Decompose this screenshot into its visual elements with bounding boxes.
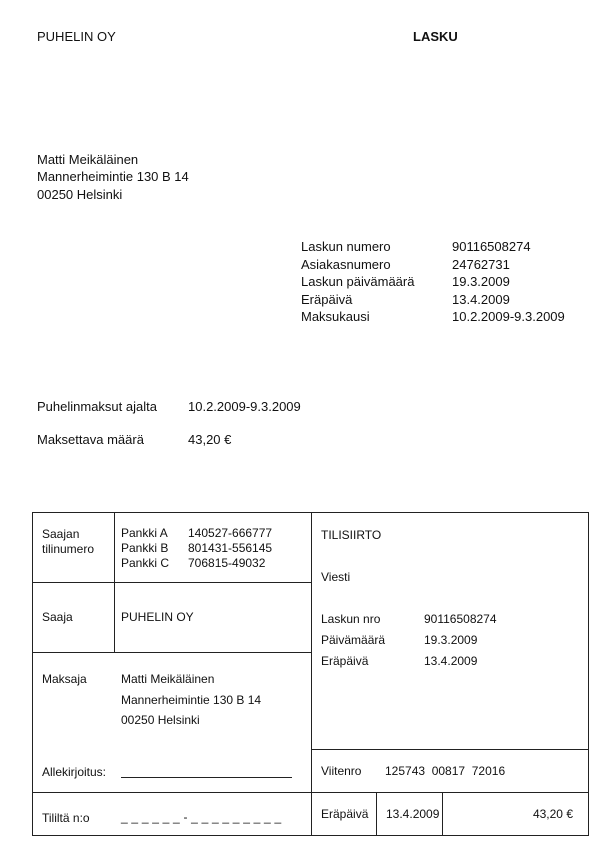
due-date-value: 13.4.2009 [452, 292, 510, 307]
bank-b-name: Pankki B [121, 541, 169, 555]
slip-date-value: 19.3.2009 [424, 633, 478, 647]
company-name: PUHELIN OY [37, 29, 116, 44]
invoice-date-value: 19.3.2009 [452, 274, 510, 289]
slip-due-divider [376, 792, 377, 836]
message-label: Viesti [321, 570, 351, 584]
recipient-account-label-1: Saajan [42, 527, 80, 541]
slip-bottom-due-value: 13.4.2009 [386, 807, 440, 821]
slip-bottom-due-label: Eräpäivä [321, 807, 369, 821]
slip-due-date-value: 13.4.2009 [424, 654, 478, 668]
recipient-city: 00250 Helsinki [37, 187, 123, 202]
payer-city: 00250 Helsinki [121, 713, 200, 727]
slip-title: TILISIIRTO [321, 528, 382, 542]
recipient-account-label-2: tilinumero [42, 542, 95, 556]
slip-invoice-number-value: 90116508274 [424, 612, 497, 626]
bank-c-name: Pankki C [121, 556, 170, 570]
recipient-street: Mannerheimintie 130 B 14 [37, 169, 189, 184]
bank-a-name: Pankki A [121, 526, 168, 540]
slip-amount-divider [442, 792, 443, 836]
billing-period-label: Maksukausi [301, 309, 370, 324]
period-label: Puhelinmaksut ajalta [37, 399, 157, 414]
document-title: LASKU [413, 29, 458, 44]
payer-name: Matti Meikäläinen [121, 672, 215, 686]
amount-due-label: Maksettava määrä [37, 432, 144, 447]
due-date-label: Eräpäivä [301, 292, 353, 307]
amount-due-value: 43,20 € [188, 432, 232, 447]
bank-b-account: 801431-556145 [188, 541, 273, 555]
slip-due-date-label: Eräpäivä [321, 654, 369, 668]
payee-value: PUHELIN OY [121, 610, 194, 624]
slip-center-divider [311, 512, 312, 836]
customer-number-value: 24762731 [452, 257, 510, 272]
slip-invoice-number-label: Laskun nro [321, 612, 381, 626]
bank-c-account: 706815-49032 [188, 556, 266, 570]
slip-amount-value: 43,20 € [532, 807, 573, 821]
period-value: 10.2.2009-9.3.2009 [188, 399, 301, 414]
slip-row-divider-2 [32, 652, 312, 653]
payer-label: Maksaja [42, 672, 87, 686]
reference-value: 125743 00817 72016 [385, 764, 506, 778]
slip-date-label: Päivämäärä [321, 633, 386, 647]
invoice-number-value: 90116508274 [452, 239, 531, 254]
from-account-blank[interactable]: _ _ _ _ _ _ - _ _ _ _ _ _ _ _ _ [121, 810, 282, 824]
billing-period-value: 10.2.2009-9.3.2009 [452, 309, 565, 324]
slip-row-divider-1 [32, 582, 312, 583]
slip-bottom-row-divider [32, 792, 589, 793]
slip-reference-divider [311, 749, 589, 750]
signature-label: Allekirjoitus: [42, 765, 107, 779]
from-account-label: Tililtä n:o [42, 811, 90, 825]
recipient-name: Matti Meikäläinen [37, 152, 139, 167]
payee-label: Saaja [42, 610, 73, 624]
bank-a-account: 140527-666777 [188, 526, 273, 540]
payer-street: Mannerheimintie 130 B 14 [121, 693, 262, 707]
reference-label: Viitenro [321, 764, 362, 778]
invoice-date-label: Laskun päivämäärä [301, 274, 415, 289]
invoice-number-label: Laskun numero [301, 239, 391, 254]
customer-number-label: Asiakasnumero [301, 257, 391, 272]
signature-line[interactable] [121, 777, 292, 778]
